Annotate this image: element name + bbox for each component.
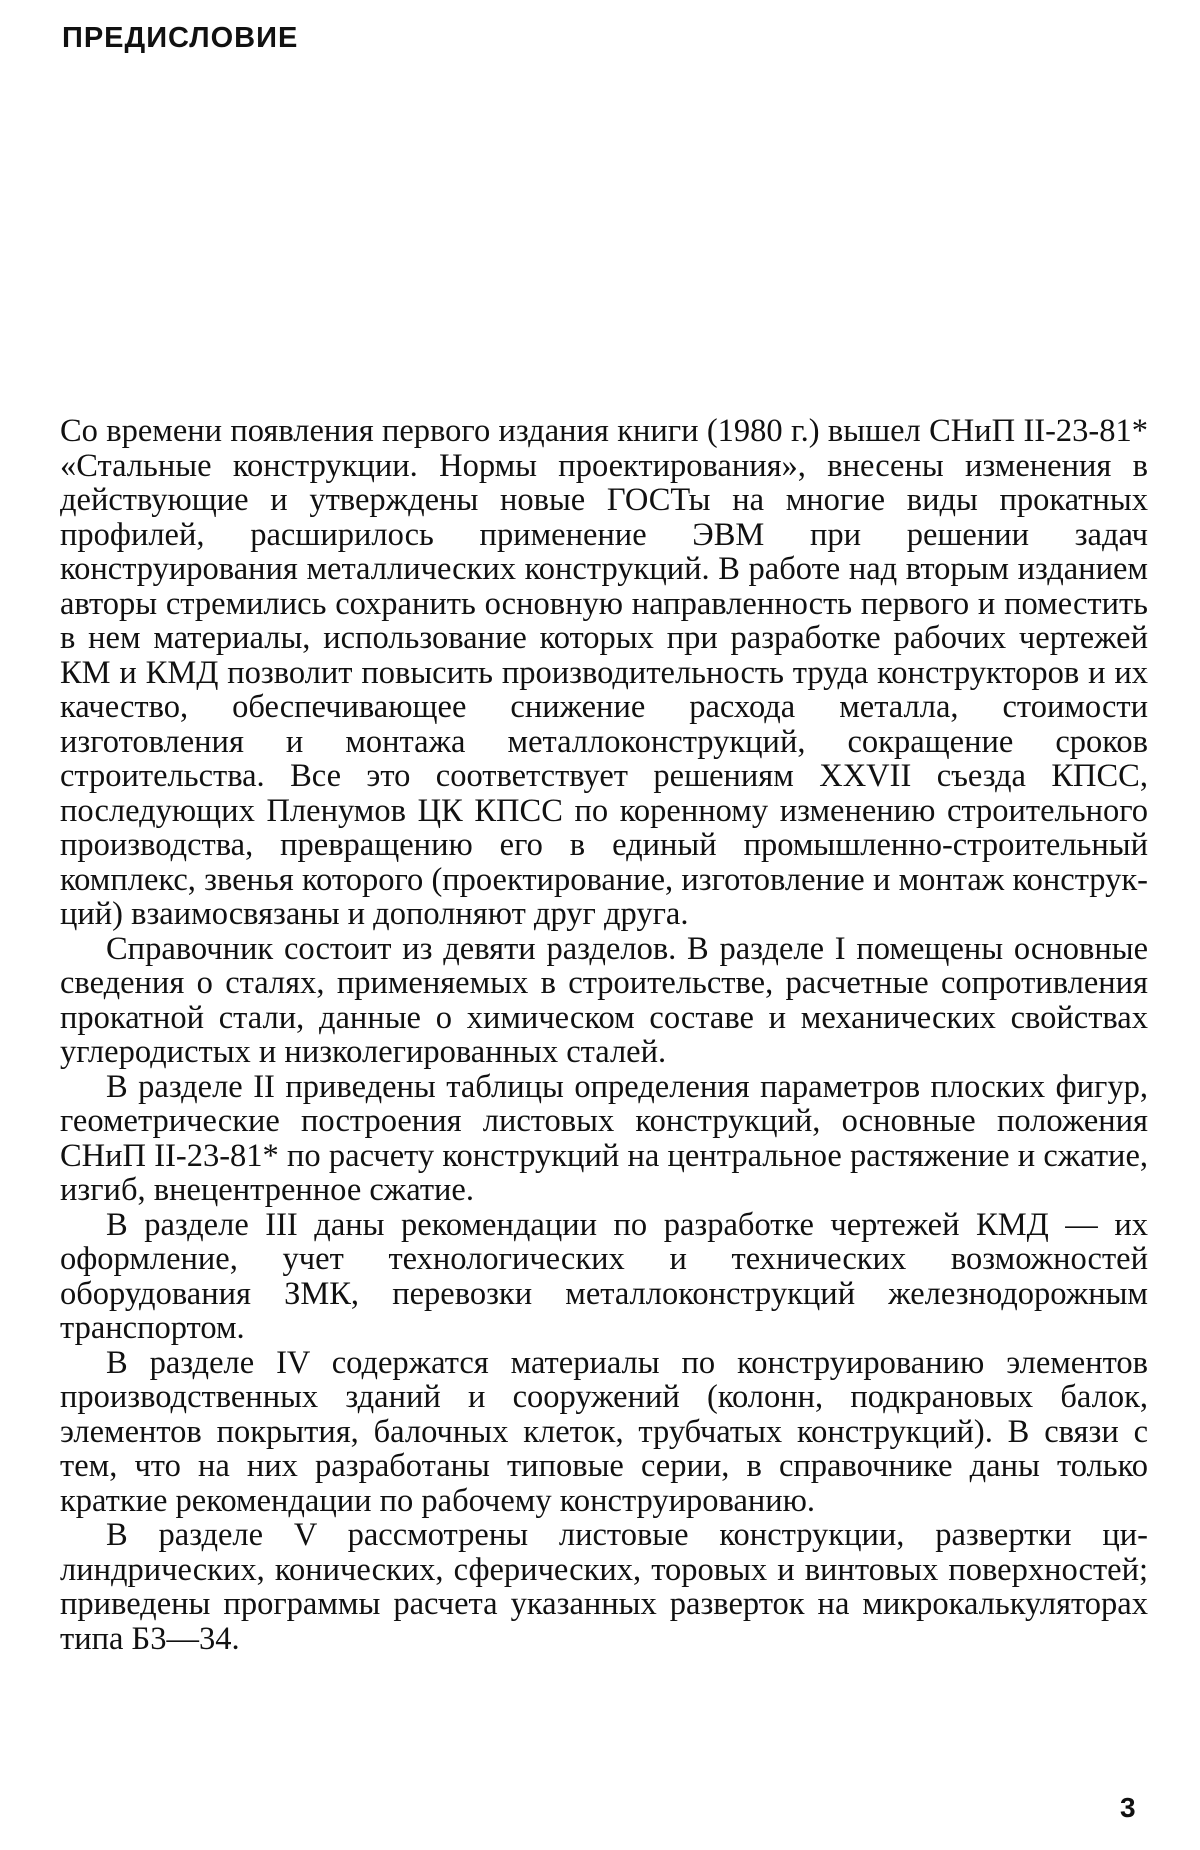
paragraph-section-2: В разделе II приведены таблицы определения параметров плоских фигур, геометрические построения листовых конструкций, основные положения СНиП II-23-81* по расчету конструкций на центральное растяжение и сжатие, изгиб, внецентренное сжатие. bbox=[60, 1068, 1148, 1208]
page-number: 3 bbox=[1120, 1792, 1136, 1823]
page-heading: ПРЕДИСЛОВИЕ bbox=[62, 22, 299, 54]
paragraph-intro: Со времени появления первого издания книги (1980 г.) вышел СНиП II-23-81* «Стальные конструкции. Нормы проектирования», внесены изменения в действующие и утверждены новые ГОСТы на многие виды прокатных профилей, расширилось применение ЭВМ при решении задач конструирования металлических конструкций. В работе над вторым изданием авторы стремились сохранить основную направленность первого и поместить в нем материалы, использование которых при разработке рабочих чертежей КМ и КМД позволит повысить производительность труда конструкторов и их качество, обеспечивающее снижение расхода металла, стоимости изготовления и монтажа металлоконструкций, сокращение сроков строительства. Все это соответствует решениям XXVII съезда КПСС, последующих Пленумов ЦК КПСС по коренному изменению строительного производства, превращению его в единый промышленно-строительный комплекс, звенья которого (проектирование, изготовление и монтаж конструкций) взаимосвязаны и дополняют друг друга. bbox=[60, 413, 1148, 932]
paragraph-sections-overview: Справочник состоит из девяти разделов. В разделе I помещены основные сведения о сталях, применяемых в строительстве, расчетные сопротивления прокатной стали, данные о химическом составе и механических свойствах углеродистых и низколегированных сталей. bbox=[60, 930, 1148, 1070]
paragraph-section-5: В разделе V рассмотрены листовые конструкции, развертки цилиндрических, конических, сферических, торовых и винтовых поверхностей; приведены программы расчета указанных разверток на микрокалькуляторах типа Б3—34. bbox=[60, 1517, 1148, 1657]
paragraph-section-4: В разделе IV содержатся материалы по конструированию элементов производственных зданий и сооружений (колонн, подкрановых балок, элементов покрытия, балочных клеток, трубчатых конструкций). В связи с тем, что на них разработаны типовые серии, в справочнике даны только краткие рекомендации по рабочему конструированию. bbox=[60, 1344, 1148, 1519]
preface-body bbox=[60, 414, 1148, 1656]
paragraph-section-3: В разделе III даны рекомендации по разработке чертежей КМД — их оформление, учет технологических и технических возможностей оборудования ЗМК, перевозки металлоконструкций железнодорожным транспортом. bbox=[60, 1206, 1148, 1346]
